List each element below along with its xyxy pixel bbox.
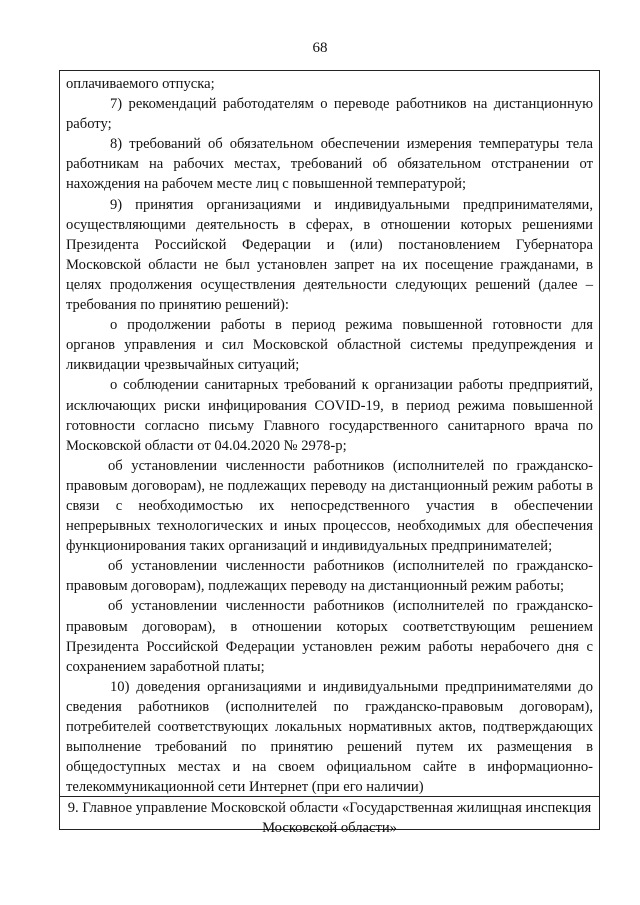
section-heading: 9. Главное управление Московской области «Государственная жилищная инспекция Московской области» xyxy=(67,800,592,836)
paragraph-subitem-sanitary: о соблюдении санитарных требований к организации работы предприятий, исключающих риски инфицирования COVID-19, в период режима повышенной готовности согласно письму Главного государственного санитарного врача по Московской области от 04.04.2020 № 2978-р; xyxy=(66,377,593,454)
paragraph-item-10: 10) доведения организациями и индивидуальными предпринимателями до сведения работников (исполнителей по гражданско-правовым договорам), потребителей соответствующих локальных нормативных актов, подтверждающих выполнение требований по принятию решений путем их размещения в общедоступных местах и на своем официальном сайте в информационно-телекоммуникационной сети Интернет (при его наличии) xyxy=(66,678,593,796)
paragraph-subitem-staff-remote: об установлении численности работников (исполнителей по гражданско-правовым договорам), подлежащих переводу на дистанционный режим работы; xyxy=(66,558,593,595)
document-text xyxy=(66,74,593,797)
paragraph-continuation: оплачиваемого отпуска; xyxy=(66,76,215,92)
table-divider xyxy=(60,796,599,797)
table-cell-frame xyxy=(59,70,600,836)
paragraph-item-9: 9) принятия организациями и индивидуальными предпринимателями, осуществляющими деятельность в сферах, в отношении которых решениями Президента Российской Федерации и (или) постановлением Губернатора Московской области не был установлен запрет на их посещение гражданами, в целях продолжения осуществления деятельности следующих решений (далее – требования по принятию решений): xyxy=(66,196,593,314)
paragraph-subitem-continuation: о продолжении работы в период режима повышенной готовности для органов управления и сил Московской областной системы предупреждения и ликвидации чрезвычайных ситуаций; xyxy=(66,317,593,374)
paragraph-subitem-staff-nonworking: об установлении численности работников (исполнителей по гражданско-правовым договорам), в отношении которых соответствующим решением Президента Российской Федерации установлен режим работы нерабочего дня с сохранением заработной платы; xyxy=(66,598,593,675)
paragraph-item-8: 8) требований об обязательном обеспечении измерения температуры тела работникам на рабочих местах, требований об обязательном отстранении от нахождения на рабочем месте лиц с повышенной температурой; xyxy=(66,136,593,193)
paragraph-subitem-staff-onsite: об установлении численности работников (исполнителей по гражданско-правовым договорам), не подлежащих переводу на дистанционный режим работы в связи с необходимостью их непосредственного участия в обеспечении непрерывных технологических и иных процессов, необходимых для обеспечения функционирования таких организаций и индивидуальных предпринимателей; xyxy=(66,457,593,555)
page-number: 68 xyxy=(312,40,328,56)
paragraph-item-7: 7) рекомендаций работодателям о переводе работников на дистанционную работу; xyxy=(66,96,593,133)
